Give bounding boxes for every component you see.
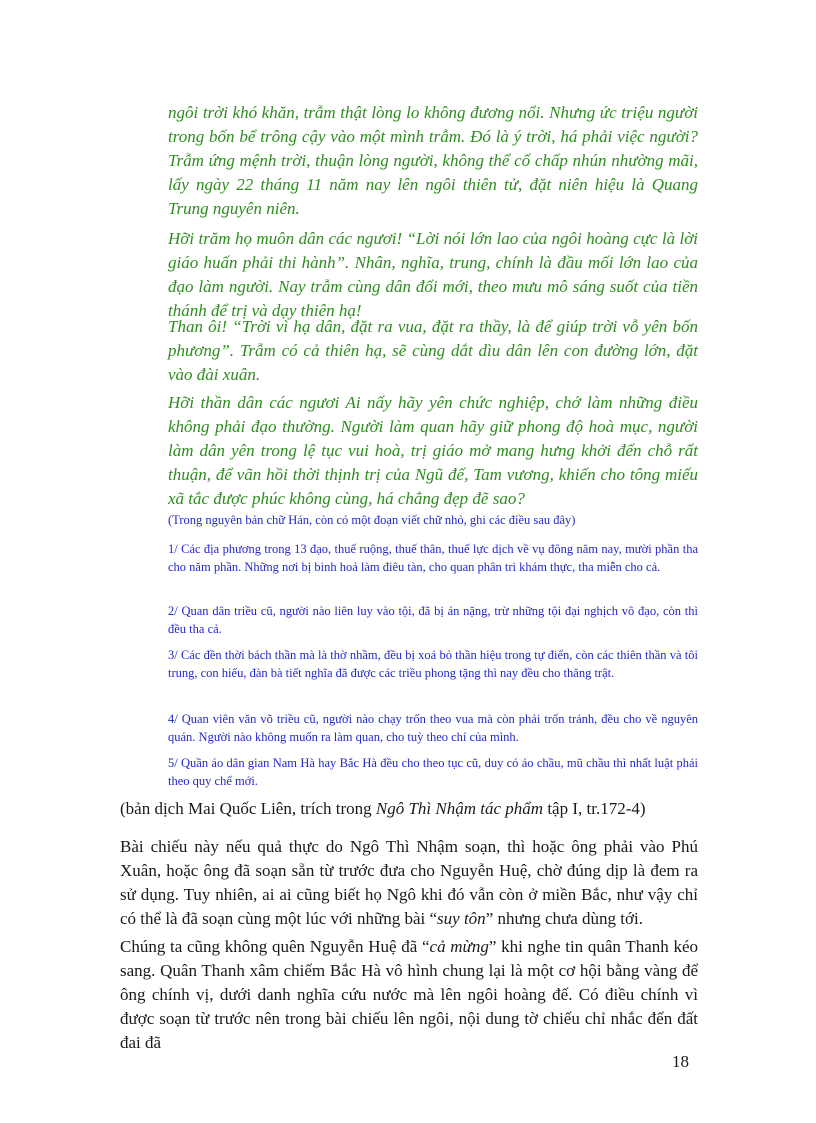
citation-suffix: tập I, tr.172-4) bbox=[543, 799, 646, 818]
citation bbox=[120, 797, 698, 821]
body-paragraph-2 bbox=[120, 935, 698, 1055]
citation-prefix: (bản dịch Mai Quốc Liên, trích trong bbox=[120, 799, 376, 818]
blue-note-5: 5/ Quần áo dân gian Nam Hà hay Bắc Hà đều cho theo tục cũ, duy có áo chầu, mũ chầu thì nhất luật phải theo quy chế mới. bbox=[168, 756, 698, 788]
page-number: 18 bbox=[672, 1052, 689, 1071]
para2-italic: cả mừng bbox=[429, 937, 489, 956]
para2-text-b: ” khi nghe tin quân Thanh kéo sang. Quân Thanh xâm chiếm Bắc Hà vô hình chung lại là một cơ hội bằng vàng để ông chính vị, dưới danh nghĩa cứu nước mà lên ngôi hoàng đế. Có điều chính vì được soạn từ trước nên trong bài chiếu lên ngôi, nội dung tờ chiếu chỉ nhắc đến đất đai đã bbox=[120, 937, 698, 1052]
green-paragraph-1: ngôi trời khó khăn, trẫm thật lòng lo không đương nổi. Nhưng ức triệu người trong bốn bể trông cậy vào một mình trẫm. Đó là ý trời, há phải việc người? Trẫm ứng mệnh trời, thuận lòng người, không thể cố chấp nhún nhường mãi, lấy ngày 22 tháng 11 năm nay lên ngôi thiên tử, đặt niên hiệu là Quang Trung nguyên niên. bbox=[168, 103, 698, 218]
para2-text-a: Chúng ta cũng không quên Nguyễn Huệ đã “ bbox=[120, 937, 430, 956]
blue-note-intro: (Trong nguyên bản chữ Hán, còn có một đoạn viết chữ nhỏ, ghi các điều sau đây) bbox=[168, 513, 576, 527]
green-paragraph-3: Than ôi! “Trời vì hạ dân, đặt ra vua, đặt ra thầy, là để giúp trời vỗ yên bốn phương”. Trẫm có cả thiên hạ, sẽ cùng dắt dìu dân lên con đường lớn, đặt vào đài xuân. bbox=[168, 317, 698, 384]
para1-italic: suy tôn bbox=[437, 909, 486, 928]
blue-note-4: 4/ Quan viên văn võ triều cũ, người nào chạy trốn theo vua mà còn phải trốn tránh, đều cho về nguyên quán. Người nào không muốn ra làm quan, cho tuỳ theo chí của mình. bbox=[168, 712, 698, 744]
para1-text-a: Bài chiếu này nếu quả thực do Ngô Thì Nhậm soạn, thì hoặc ông phải vào Phú Xuân, hoặc ông đã soạn sẵn từ trước đưa cho Nguyễn Huệ, chờ đúng dịp là đem ra sử dụng. Tuy nhiên, ai ai cũng biết họ Ngô khi đó vẫn còn ở miền Bắc, như vậy chỉ có thể là đã soạn cùng một lúc với những bài “ bbox=[120, 837, 698, 928]
para1-text-b: ” nhưng chưa dùng tới. bbox=[485, 909, 643, 928]
blue-note-2: 2/ Quan dân triều cũ, người nào liên luy vào tội, đã bị án nặng, trừ những tội đại nghịch vô đạo, còn thì đều tha cả. bbox=[168, 604, 698, 636]
blue-note-1: 1/ Các địa phương trong 13 đạo, thuế ruộng, thuế thân, thuế lực dịch về vụ đông năm nay, mười phần tha cho năm phần. Những nơi bị binh hoả làm điêu tàn, cho quan phân tri khám thực, tha miễn cho cả. bbox=[168, 542, 698, 574]
citation-title: Ngô Thì Nhậm tác phẩm bbox=[375, 799, 544, 818]
blue-note-3: 3/ Các đền thời bách thần mà là thờ nhầm, đều bị xoá bỏ thần hiệu trong tự điển, còn các thiên thần và tôi trung, con hiếu, đàn bà tiết nghĩa đã được các triều phong tặng thì nay đều cho thăng trật. bbox=[168, 648, 698, 680]
green-paragraph-4: Hỡi thần dân các ngươi Ai nấy hãy yên chức nghiệp, chớ làm những điều không phải đạo thường. Người làm quan hãy giữ phong độ hoà mục, người làm dân yên trong lệ tục vui hoà, trị giáo mở mang hưng khởi đến chỗ rất thuận, để vãn hồi thời thịnh trị của Ngũ đế, Tam vương, khiến cho tông miếu xã tắc được phúc không cùng, há chẳng đẹp đẽ sao? bbox=[168, 393, 698, 508]
green-paragraph-2: Hỡi trăm họ muôn dân các ngươi! “Lời nói lớn lao của ngôi hoàng cực là lời giáo huấn phải thi hành”. Nhân, nghĩa, trung, chính là đầu mối lớn lao của đạo làm người. Nay trẫm cùng dân đổi mới, theo mưu mô sáng suốt của tiền thánh để trị và dạy thiên hạ! bbox=[168, 229, 698, 320]
body-paragraph-1 bbox=[120, 835, 698, 931]
